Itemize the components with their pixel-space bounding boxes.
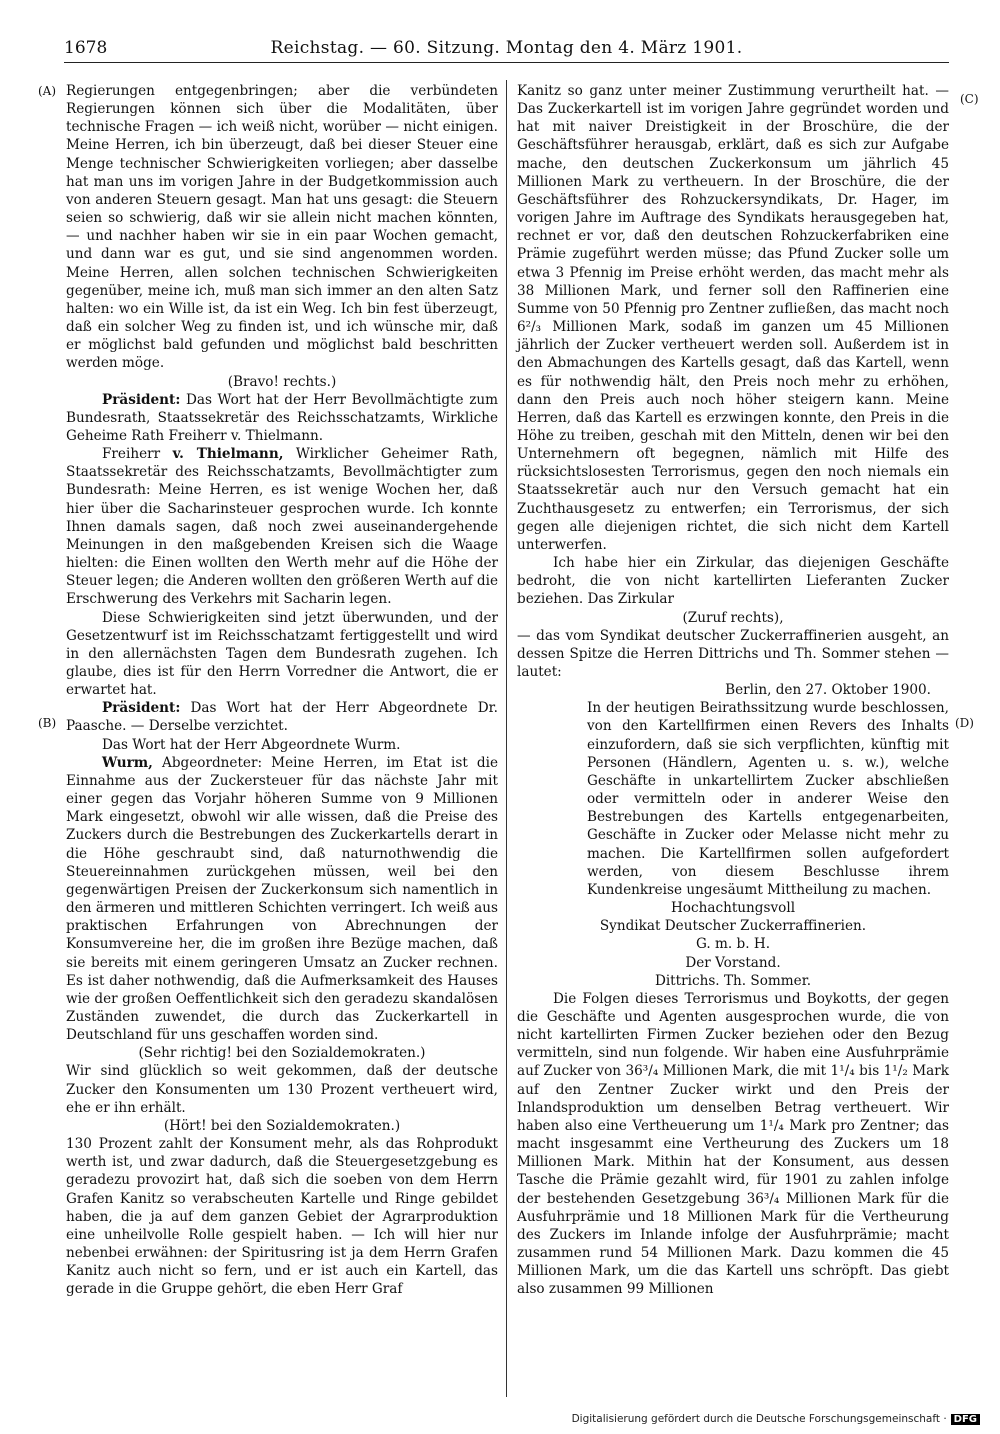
page-header xyxy=(64,38,949,63)
paragraph-text: Berlin, den 27. Oktober 1900. xyxy=(725,682,931,699)
paragraph xyxy=(517,935,949,953)
paragraph-text: Wirklicher Geheimer Rath, Staatssekretär des Reichsschatzamts, Bevollmächtigter zum Bundesrath: Meine Herren, es ist wenige Wochen her, daß hier über die Sacharinsteuer gesprochen wurde. Ich konnte Ihnen damals sagen, daß noch zwei auseinandergehende Meinungen in den maßgebenden Kreisen sich die Waage hielten: die Einen wollten den Werth mehr auf die Höhe der Steuer legen; die Anderen wollten den größeren Werth auf die Erschwerung des Verkehrs mit Sacharin legen. xyxy=(66,446,498,608)
margin-letter-c: (C) xyxy=(960,92,979,106)
paragraph-text: Regierungen entgegenbringen; aber die verbündeten Regierungen können sich über die Modalitäten, über technische Fragen — ich weiß nicht, worüber — nicht einigen. Meine Herren, ich bin überzeugt, daß bei dieser Steuer eine Menge technischer Schwierigkeiten vorliegen; aber dasselbe hat man uns im vorigen Jahre in der Budgetkommission auch von anderen Steuern gesagt. Man hat uns gesagt: die Steuern seien so schwierig, daß wir sie allein nicht machen könnten, — und nachher haben wir sie in ein paar Wochen gemacht, und dann war es gut, und sie sind angenommen worden. Meine Herren, allen solchen technischen Schwierigkeiten gegenüber, meine ich, muß man sich immer an den alten Satz halten: wo ein Wille ist, da ist ein Weg. Ich bin fest überzeugt, daß ein solcher Weg zu finden ist, und ich wünsche mir, daß er möglichst bald gefunden und möglichst bald beschritten werden möge. xyxy=(66,83,498,372)
paragraph xyxy=(517,917,949,935)
paragraph xyxy=(66,754,498,1045)
paragraph-text: Der Vorstand. xyxy=(685,954,781,971)
column-divider xyxy=(506,80,507,1397)
paragraph xyxy=(66,82,498,373)
paragraph xyxy=(66,699,498,735)
page-title: Reichstag. — 60. Sitzung. Montag den 4. März 1901. xyxy=(270,38,743,58)
speaker-name: Präsident: xyxy=(102,700,181,717)
paragraph-text: Kanitz so ganz unter meiner Zustimmung verurtheilt hat. — Das Zuckerkartell ist im vorigen Jahre gegründet worden und hat mit naiver Dreistigkeit in der Broschüre, die der Geschäftsführer herausgab, erklärt, daß es sich zur Aufgabe mache, den deutschen Zuckerkonsum um jährlich 45 Millionen Mark zu vertheuern. In der Broschüre, die der Geschäftsführer des Rohzuckersyndikats, Dr. Hager, im vorigen Jahre im Auftrage des Syndikats herausgegeben hat, rechnet er vor, daß den deutschen Rohzuckerfabriken eine Prämie zugeführt werden müsse; das Pfund Zucker solle um etwa 3 Pfennig im Preise erhöht werden, das macht mehr als 38 Millionen Mark, und ferner soll den Raffinerien eine Summe von 50 Pfennig pro Zentner zufließen, das macht noch 6²/₃ Millionen Mark, sodaß im ganzen um 45 Millionen jährlich der Zucker vertheuert werden soll. Außerdem ist in den Abmachungen des Kartells gesagt, daß das Kartell, wenn es für nothwendig hält, den Preis noch mehr zu erhöhen, dann den Preis auch noch höher steigern kann. Meine Herren, daß das Kartell es erzwingen konnte, den Preis in die Höhe zu treiben, geschah mit den Mitteln, denen wir bei den Unternehmern oft begegnen, nämlich mit Hilfe des rücksichtslosesten Terrorismus, gegen den noch niemals ein Staatssekretär auch nur den Versuch gemacht hat ein Zuchthausgesetz zu entwerfen; ein Terrorismus, der sich gegen alle diejenigen richtet, die sich nicht dem Kartell unterwerfen. xyxy=(517,83,949,553)
paragraph xyxy=(587,699,949,899)
paragraph xyxy=(66,1062,498,1116)
margin-letter-b: (B) xyxy=(38,716,57,730)
paragraph-text: — das vom Syndikat deutscher Zuckerraffinerien ausgeht, an dessen Spitze die Herren Dittrichs und Th. Sommer stehen — lautet: xyxy=(517,627,949,680)
paragraph xyxy=(517,681,949,699)
footer xyxy=(572,1413,980,1425)
left-column xyxy=(66,82,498,1298)
speaker-name: Präsident: xyxy=(102,391,181,408)
paragraph xyxy=(517,954,949,972)
paragraph xyxy=(517,82,949,554)
paragraph-text: (Sehr richtig! bei den Sozialdemokraten.) xyxy=(138,1045,426,1062)
paragraph xyxy=(517,627,949,681)
speaker-prefix: Freiherr xyxy=(102,446,173,463)
paragraph xyxy=(517,972,949,990)
paragraph xyxy=(517,899,949,917)
paragraph xyxy=(66,1044,498,1062)
margin-letter-a: (A) xyxy=(38,84,57,98)
speaker-name: Wurm, xyxy=(102,754,153,771)
paragraph xyxy=(517,554,949,608)
paragraph-text: Ich habe hier ein Zirkular, das diejenigen Geschäfte bedroht, die von nicht kartellirten Lieferanten Zucker beziehen. Das Zirkular xyxy=(517,555,949,608)
paragraph-text: (Bravo! rechts.) xyxy=(227,373,337,390)
footer-text: Digitalisierung gefördert durch die Deutsche Forschungsgemeinschaft · xyxy=(571,1413,947,1425)
paragraph-text: Dittrichs. Th. Sommer. xyxy=(654,972,812,989)
paragraph-text: Diese Schwierigkeiten sind jetzt überwunden, und der Gesetzentwurf ist im Reichsschatzamt fertiggestellt und wird in den allernächsten Tagen dem Bundesrath zugehen. Ich glaube, dies ist für den Herrn Vorredner die Antwort, die er erwartet hat. xyxy=(66,609,498,699)
paragraph-text: Hochachtungsvoll xyxy=(670,900,796,917)
paragraph xyxy=(517,609,949,627)
paragraph-text: Wir sind glücklich so weit gekommen, daß der deutsche Zucker den Konsumenten um 130 Prozent vertheuert wird, ehe er ihn erhält. xyxy=(66,1063,498,1116)
paragraph xyxy=(66,609,498,700)
page-number: 1678 xyxy=(64,38,108,58)
speaker-name: v. Thielmann, xyxy=(172,446,284,463)
paragraph-text: Das Wort hat der Herr Abgeordnete Dr. Paasche. — Derselbe verzichtet. xyxy=(66,700,498,735)
paragraph-text: Abgeordneter: Meine Herren, im Etat ist die Einnahme aus der Zuckersteuer für das nächste Jahr mit einer gegen das Vorjahr höheren Summe von 9 Millionen Mark eingesetzt, obwohl wir alle wissen, daß die Preise des Zuckers durch die Bestrebungen des Zuckerkartells derart in die Höhe geschraubt sind, daß naturnothwendig die Steuereinnahmen zurückgehen müssen, weil bei den gegenwärtigen Preisen der Zuckerkonsum sich namentlich in den ärmeren und mittleren Schichten verringert. Ich weiß aus praktischen Erfahrungen von Abrechnungen der Konsumvereine her, die im großen ihre Bezüge machen, daß sie bereits mit einem geringeren Umsatz an Zucker rechnen. Es ist daher nothwendig, daß die Aufmerksamkeit des Hauses wie der großen Oeffentlichkeit sich den geradezu skandalösen Zuständen zuwendet, die durch das Zuckerkartell in Deutschland für uns geschaffen worden sind. xyxy=(66,754,498,1044)
paragraph xyxy=(66,736,498,754)
paragraph xyxy=(66,373,498,391)
paragraph xyxy=(66,445,498,608)
paragraph xyxy=(517,990,949,1299)
dfg-logo: DFG xyxy=(951,1414,980,1425)
paragraph-text: In der heutigen Beirathssitzung wurde beschlossen, von den Kartellfirmen einen Revers des Inhalts einzufordern, daß sie sich verpflichten, künftig mit Personen (Händlern, Agenten u. s. w.), welche Geschäfte in unkartellirtem Zucker abschließen oder vermitteln oder in anderer Weise den Bestrebungen des Kartells entgegenarbeiten, Geschäfte in Zucker oder Melasse nicht mehr zu machen. Die Kartellfirmen sollen aufgefordert werden, von diesem Beschlusse ihrem Kundenkreise ungesäumt Mittheilung zu machen. xyxy=(587,700,949,898)
paragraph xyxy=(66,1117,498,1135)
paragraph-text: Das Wort hat der Herr Bevollmächtigte zum Bundesrath, Staatssekretär des Reichsschatzamts, Wirkliche Geheime Rath Freiherr v. Thielmann. xyxy=(66,391,498,444)
margin-letter-d: (D) xyxy=(955,716,974,730)
paragraph xyxy=(66,391,498,445)
paragraph-text: (Zuruf rechts), xyxy=(682,609,784,626)
paragraph-text: (Hört! bei den Sozialdemokraten.) xyxy=(163,1117,401,1134)
right-column xyxy=(517,82,949,1298)
paragraph-text: G. m. b. H. xyxy=(695,936,771,953)
paragraph-text: Die Folgen dieses Terrorismus und Boykotts, der gegen die Geschäfte und Agenten ausgesprochen wurde, die von nicht kartellirten Firmen Zucker beziehen oder den Bezug vermitteln, sind nun folgende. Wir haben eine Ausfuhrprämie auf Zucker von 36³/₄ Millionen Mark, die mit 1¹/₄ bis 1¹/₂ Mark auf den Zentner Zucker wirkt und den Preis der Inlandsproduktion um denselben Betrag vertheuert. Wir haben also eine Vertheuerung um 1¹/₄ Mark pro Zentner; das macht insgesammt eine Vertheurung des Zuckers um 18 Millionen Mark. Mithin hat der Konsument, aus dessen Tasche die Prämie gezahlt wird, für 1901 zu zahlen infolge der bestehenden Gesetzgebung 36³/₄ Millionen Mark für die Ausfuhrprämie und 18 Millionen Mark für die Vertheurung des Zuckers im Inlande infolge der Ausfuhrprämie; macht zusammen rund 54 Millionen Mark. Dazu kommen die 45 Millionen Mark, um die das Kartell uns schröpft. Das giebt also zusammen 99 Millionen xyxy=(517,990,949,1298)
paragraph xyxy=(66,1135,498,1298)
paragraph-text: Das Wort hat der Herr Abgeordnete Wurm. xyxy=(102,736,401,753)
paragraph-text: 130 Prozent zahlt der Konsument mehr, als das Rohprodukt werth ist, und zwar dadurch, daß die Steuergesetzgebung es geradezu provozirt hat, daß sich die soeben von dem Herrn Grafen Kanitz so verabscheuten Kartelle und Ringe gebildet haben, die ja auf dem ganzen Gebiet der Agrarproduktion eine unheilvolle Rolle gespielt haben. — Ich will hier nur nebenbei erwähnen: der Spiritusring ist ja dem Herrn Grafen Kanitz auch nicht so fern, und er ist auch ein Kartell, das gerade in die Gruppe gehört, die eben Herr Graf xyxy=(66,1136,498,1298)
paragraph-text: Syndikat Deutscher Zuckerraffinerien. xyxy=(599,918,867,935)
